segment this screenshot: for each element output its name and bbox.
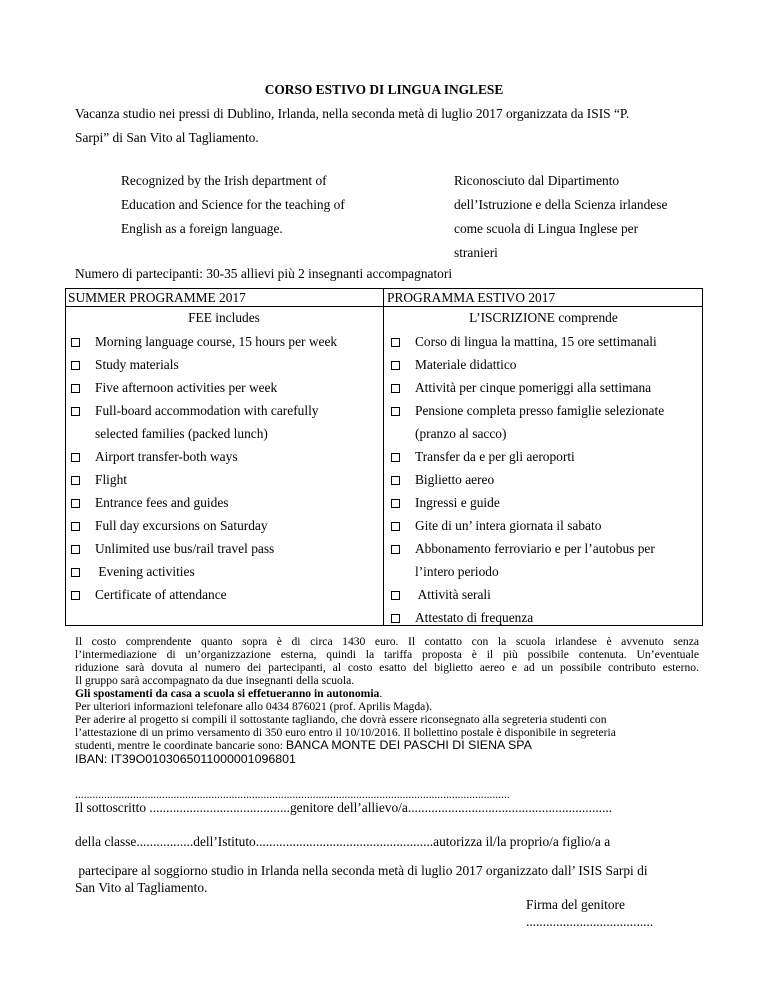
- list-item: [71, 472, 127, 488]
- fee-includes-subheader: FEE includes: [188, 310, 260, 325]
- fee-item-continuation: selected families (packed lunch): [95, 426, 268, 441]
- list-item: [71, 541, 275, 557]
- list-item: [391, 541, 655, 557]
- note-line: Il costo comprendente quanto sopra è di circa 1430 euro. Il contatto con la scuola irlandese è avvenuto senza: [75, 635, 699, 648]
- checkbox-bullet-icon: [71, 591, 80, 600]
- fee-item-label: Flight: [95, 472, 127, 487]
- checkbox-bullet-icon: [391, 591, 400, 600]
- checkbox-bullet-icon: [391, 338, 400, 347]
- iscrizione-subheader: L’ISCRIZIONE comprende: [469, 310, 618, 325]
- form-line-location: San Vito al Tagliamento.: [75, 880, 208, 895]
- checkbox-bullet-icon: [391, 384, 400, 393]
- recognition-it-line: stranieri: [454, 245, 498, 260]
- checkbox-bullet-icon: [391, 545, 400, 554]
- checkbox-bullet-icon: [71, 338, 80, 347]
- list-item: [391, 380, 652, 396]
- list-item: [391, 518, 602, 534]
- checkbox-bullet-icon: [71, 384, 80, 393]
- checkbox-bullet-icon: [71, 522, 80, 531]
- note-line: Per aderire al progetto si compili il sottostante tagliando, che dovrà essere riconsegnato alla segreteria studenti con: [75, 713, 607, 726]
- checkbox-bullet-icon: [391, 407, 400, 416]
- note-line: Il gruppo sarà accompagnato da due insegnanti della scuola.: [75, 674, 355, 687]
- checkbox-bullet-icon: [391, 453, 400, 462]
- signature-line: ......................................: [526, 914, 654, 929]
- checkbox-bullet-icon: [71, 361, 80, 370]
- iscrizione-item-label: Attività per cinque pomeriggi alla settimana: [415, 380, 652, 395]
- iscrizione-item-label: Attività serali: [415, 587, 491, 602]
- programma-estivo-header: PROGRAMMA ESTIVO 2017: [387, 290, 556, 305]
- iscrizione-item-label: Gite di un’ intera giornata il sabato: [415, 518, 602, 533]
- recognition-it-line: Riconosciuto dal Dipartimento: [454, 173, 620, 188]
- table-header-rule: [65, 306, 703, 307]
- checkbox-bullet-icon: [71, 499, 80, 508]
- page-title: CORSO ESTIVO DI LINGUA INGLESE: [264, 82, 504, 97]
- iscrizione-item-label: Biglietto aereo: [415, 472, 495, 487]
- fee-item-label: Entrance fees and guides: [95, 495, 229, 510]
- list-item: [71, 518, 268, 534]
- list-item: [71, 380, 278, 396]
- fee-item-label: Morning language course, 15 hours per week: [95, 334, 338, 349]
- table-divider: [383, 288, 384, 626]
- fee-item-label: Airport transfer-both ways: [95, 449, 238, 464]
- fee-item-label: Study materials: [95, 357, 179, 372]
- iscrizione-item-label: Ingressi e guide: [415, 495, 500, 510]
- checkbox-bullet-icon: [71, 545, 80, 554]
- checkbox-bullet-icon: [71, 568, 80, 577]
- iscrizione-item-label: Transfer da e per gli aeroporti: [415, 449, 575, 464]
- list-item: [71, 564, 195, 580]
- list-item: [71, 449, 238, 465]
- list-item: [391, 495, 500, 511]
- bank-prefix: studenti, mentre le coordinate bancarie sono:: [75, 739, 286, 752]
- list-item: [391, 472, 495, 488]
- iscrizione-item-label: Attestato di frequenza: [415, 610, 534, 625]
- fee-item-label: Full day excursions on Saturday: [95, 518, 268, 533]
- intro-line-2: Sarpi” di San Vito al Tagliamento.: [75, 130, 259, 145]
- note-line: l’intermediazione di un’organizzazione esterna, quindi la tariffa proposta è il più possibile contenuta. Un’eventuale: [75, 648, 699, 661]
- iscrizione-item-label: Corso di lingua la mattina, 15 ore settimanali: [415, 334, 657, 349]
- form-line-class: della classe.................dell’Istituto.....................................................autorizza il/la proprio/a figlio/a a: [75, 834, 611, 849]
- checkbox-bullet-icon: [391, 499, 400, 508]
- note-line: riduzione sarà dovuta al numero dei partecipanti, al costo esatto del biglietto aereo e ad un possibile contributo esterno.: [75, 661, 699, 674]
- recognition-en-line: Education and Science for the teaching of: [121, 197, 345, 212]
- iscrizione-item-continuation: l’intero periodo: [415, 564, 499, 579]
- checkbox-bullet-icon: [71, 476, 80, 485]
- summer-programme-header: SUMMER PROGRAMME 2017: [68, 290, 246, 305]
- note-punctuation: .: [379, 687, 383, 700]
- intro-line-1: Vacanza studio nei pressi di Dublino, Irlanda, nella seconda metà di luglio 2017 organizzata da ISIS “P.: [75, 106, 630, 121]
- checkbox-bullet-icon: [391, 476, 400, 485]
- list-item: [71, 403, 319, 419]
- checkbox-bullet-icon: [391, 614, 400, 623]
- list-item: [391, 334, 657, 350]
- signature-label: Firma del genitore: [526, 897, 625, 912]
- recognition-it-line: come scuola di Lingua Inglese per: [454, 221, 639, 236]
- iscrizione-item-label: Abbonamento ferroviario e per l’autobus per: [415, 541, 655, 556]
- list-item: [391, 449, 575, 465]
- list-item: [71, 495, 229, 511]
- checkbox-bullet-icon: [391, 522, 400, 531]
- recognition-it-line: dell’Istruzione e della Scienza irlandese: [454, 197, 668, 212]
- note-line: [75, 687, 382, 700]
- recognition-en-line: Recognized by the Irish department of: [121, 173, 327, 188]
- participants-count: Numero di partecipanti: 30-35 allievi più 2 insegnanti accompagnatori: [75, 266, 453, 281]
- checkbox-bullet-icon: [391, 361, 400, 370]
- iscrizione-item-label: Materiale didattico: [415, 357, 517, 372]
- separator-dots: ......................................................................................................................................................: [75, 788, 510, 801]
- list-item: [71, 334, 338, 350]
- list-item: [391, 357, 517, 373]
- fee-item-label: Certificate of attendance: [95, 587, 227, 602]
- fee-item-label: Unlimited use bus/rail travel pass: [95, 541, 275, 556]
- list-item: [71, 587, 227, 603]
- iban: IBAN: IT39O0103065011000001096801: [75, 752, 296, 766]
- note-line: [75, 739, 532, 752]
- checkbox-bullet-icon: [71, 453, 80, 462]
- recognition-en-line: English as a foreign language.: [121, 221, 283, 236]
- form-line-parent: Il sottoscritto ..........................................genitore dell’allievo/a.............................................................: [75, 800, 613, 815]
- fee-item-label: Full-board accommodation with carefully: [95, 403, 319, 418]
- list-item: [391, 610, 534, 626]
- bank-name: BANCA MONTE DEI PASCHI DI SIENA SPA: [285, 738, 532, 752]
- fee-item-label: Evening activities: [95, 564, 195, 579]
- form-line-participation: partecipare al soggiorno studio in Irlanda nella seconda metà di luglio 2017 organizzato dall’ ISIS Sarpi di: [75, 863, 648, 878]
- iscrizione-item-continuation: (pranzo al sacco): [415, 426, 507, 441]
- note-line: Per ulteriori informazioni telefonare allo 0434 876021 (prof. Aprilis Magda).: [75, 700, 433, 713]
- list-item: [71, 357, 179, 373]
- note-line: l’attestazione di un primo versamento di 350 euro entro il 10/10/2016. Il bollettino postale è disponibile in segreteria: [75, 726, 616, 739]
- list-item: [391, 587, 491, 603]
- iscrizione-item-label: Pensione completa presso famiglie selezionate: [415, 403, 665, 418]
- autonomy-notice: Gli spostamenti da casa a scuola si effetueranno in autonomia: [75, 687, 380, 700]
- fee-item-label: Five afternoon activities per week: [95, 380, 278, 395]
- checkbox-bullet-icon: [71, 407, 80, 416]
- list-item: [391, 403, 665, 419]
